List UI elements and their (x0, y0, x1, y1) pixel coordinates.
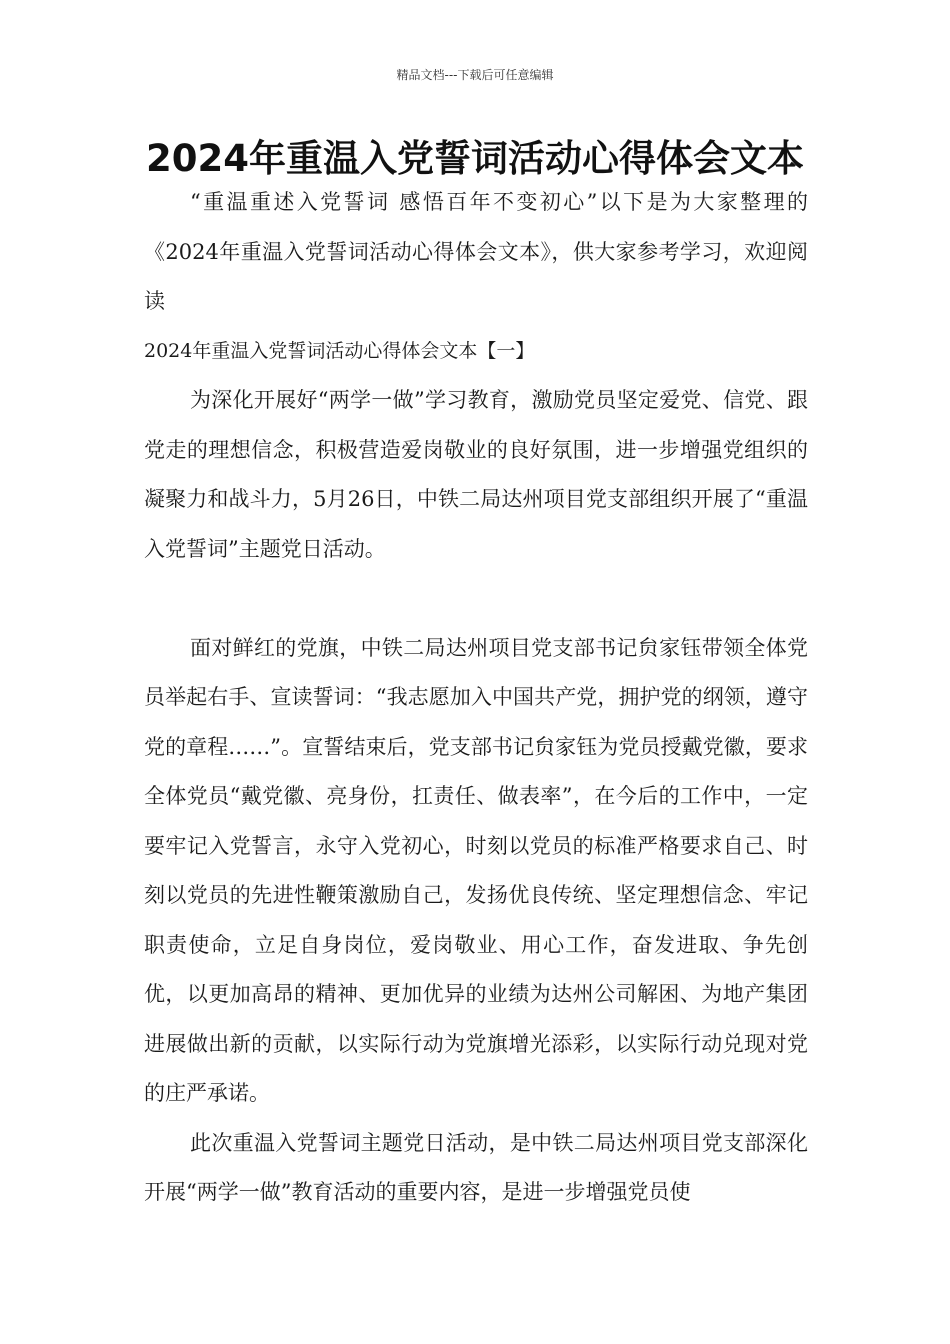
document-title: 2024年重温入党誓词活动心得体会文本 (146, 137, 804, 180)
body-paragraph-3: 此次重温入党誓词主题党日活动，是中铁二局达州项目党支部深化开展“两学一做”教育活动的重要内容，是进一步增强党员使 (144, 1130, 808, 1204)
paragraph-gap (144, 574, 808, 624)
intro-paragraph: “重温重述入党誓词 感悟百年不变初心”以下是为大家整理的《2024年重温入党誓词活动心得体会文本》，供大家参考学习，欢迎阅读 (144, 190, 808, 313)
section-heading: 2024年重温入党誓词活动心得体会文本【一】 (144, 339, 535, 362)
document-body (144, 178, 808, 1218)
body-paragraph-2: 面对鲜红的党旗，中铁二局达州项目党支部书记贠家钰带领全体党员举起右手、宣读誓词：“我志愿加入中国共产党，拥护党的纲领，遵守党的章程……”。宣誓结束后，党支部书记贠家钰为党员授戴党徽，要求全体党员“戴党徽、亮身份，扛责任、做表率”，在今后的工作中，一定要牢记入党誓言，永守入党初心，时刻以党员的标准严格要求自己、时刻以党员的先进性鞭策激励自己，发扬优良传统、坚定理想信念、牢记职责使命，立足自身岗位，爱岗敬业、用心工作，奋发进取、争先创优，以更加高昂的精神、更加优异的业绩为达州公司解困、为地产集团进展做出新的贡献，以实际行动为党旗增光添彩，以实际行动兑现对党的庄严承诺。 (144, 635, 808, 1105)
body-paragraph-1: 为深化开展好“两学一做”学习教育，激励党员坚定爱党、信党、跟党走的理想信念，积极营造爱岗敬业的良好氛围，进一步增强党组织的凝聚力和战斗力，5月26日，中铁二局达州项目党支部组织开展了“重温入党誓词”主题党日活动。 (144, 388, 808, 561)
header-note: 精品文档---下载后可任意编辑 (396, 68, 554, 82)
